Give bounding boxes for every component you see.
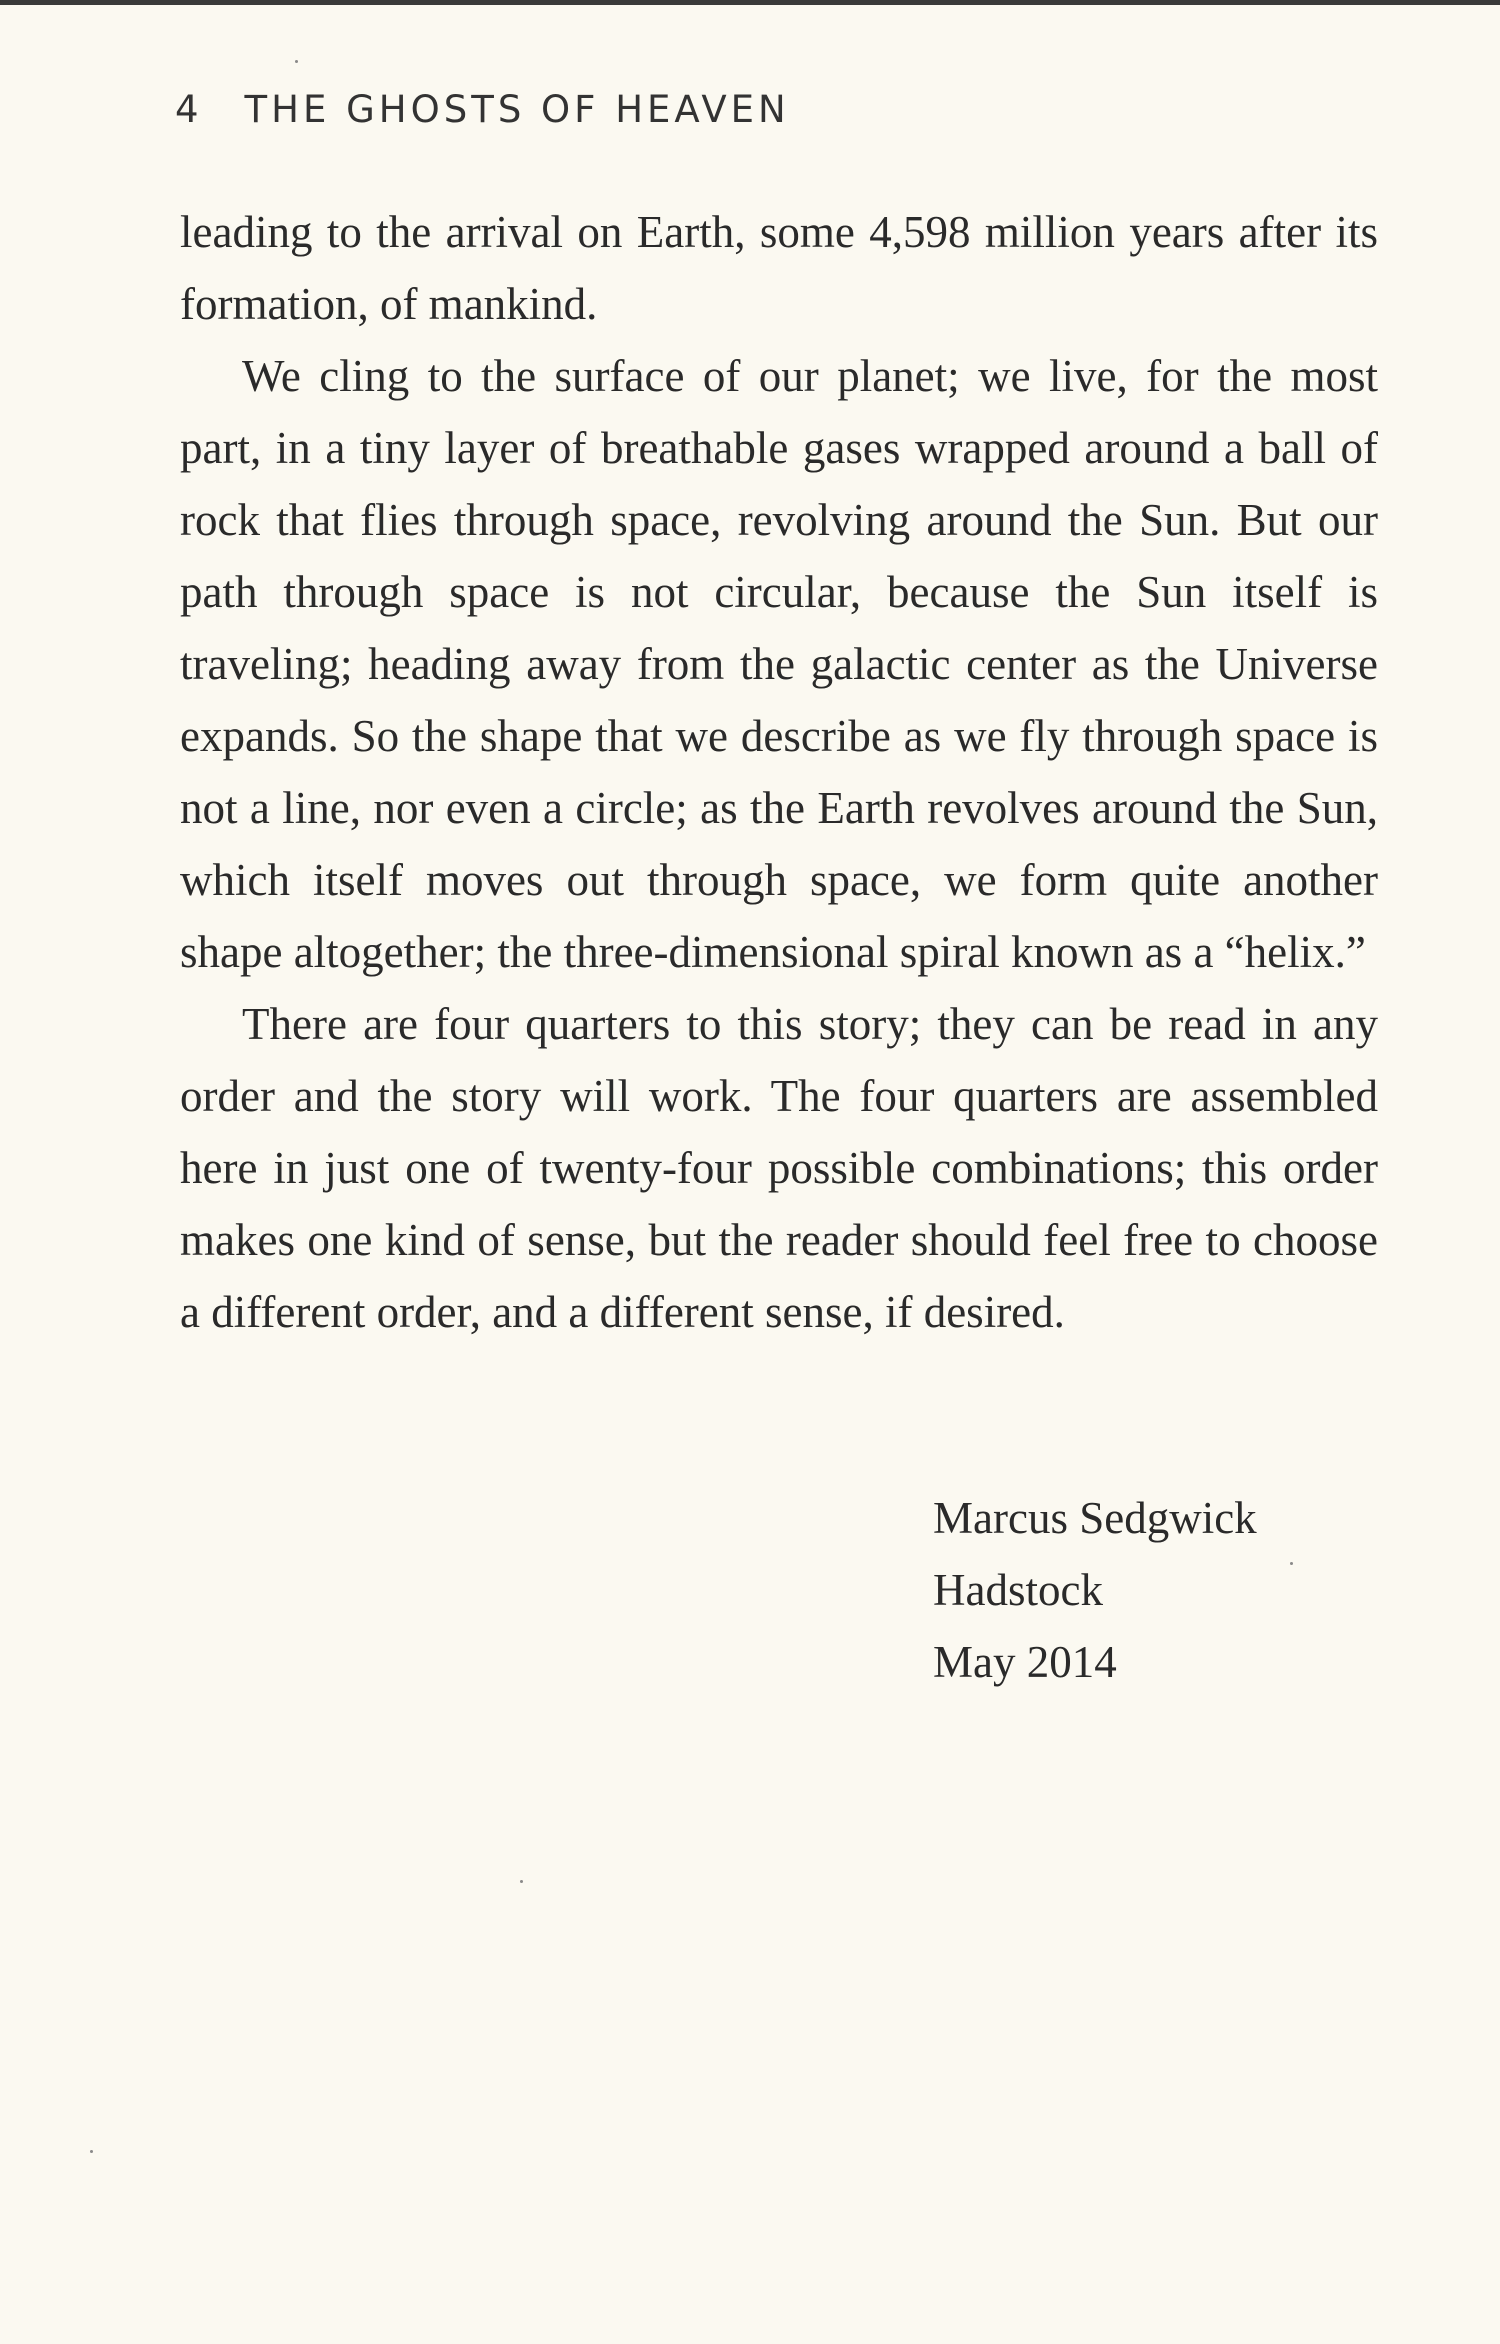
paper-speck (1290, 1562, 1293, 1565)
top-edge-rule (0, 0, 1500, 5)
paragraph-four-quarters: There are four quarters to this story; they can be read in any order and the story will work. The four quarters are assembled here in just one of twenty-four possible combinations; this order makes one kind of sense, but the reader should feel free to choose a different order, and a different sense, if desired. (180, 999, 1378, 1337)
running-head (175, 88, 790, 131)
paper-speck (520, 1880, 523, 1883)
book-title: THE GHOSTS OF HEAVEN (244, 88, 790, 131)
body-text (180, 196, 1378, 1348)
place-name: Hadstock (933, 1565, 1103, 1615)
paper-speck (295, 60, 298, 63)
date-line: May 2014 (933, 1637, 1117, 1687)
paragraph-continued: leading to the arrival on Earth, some 4,598 million years after its formation, of mankind. (180, 207, 1378, 329)
paper-speck (90, 2150, 93, 2153)
signature-block (933, 1482, 1257, 1698)
paragraph-helix: We cling to the surface of our planet; we live, for the most part, in a tiny layer of breathable gases wrapped around a ball of rock that flies through space, revolving around the Sun. But our path through space is not circular, because the Sun itself is traveling; heading away from the galactic center as the Universe expands. So the shape that we describe as we fly through space is not a line, nor even a circle; as the Earth revolves around the Sun, which itself moves out through space, we form quite another shape altogether; the three-dimensional spiral known as a “helix.” (180, 351, 1378, 977)
author-name: Marcus Sedgwick (933, 1493, 1257, 1543)
page-number: 4 (175, 88, 199, 131)
